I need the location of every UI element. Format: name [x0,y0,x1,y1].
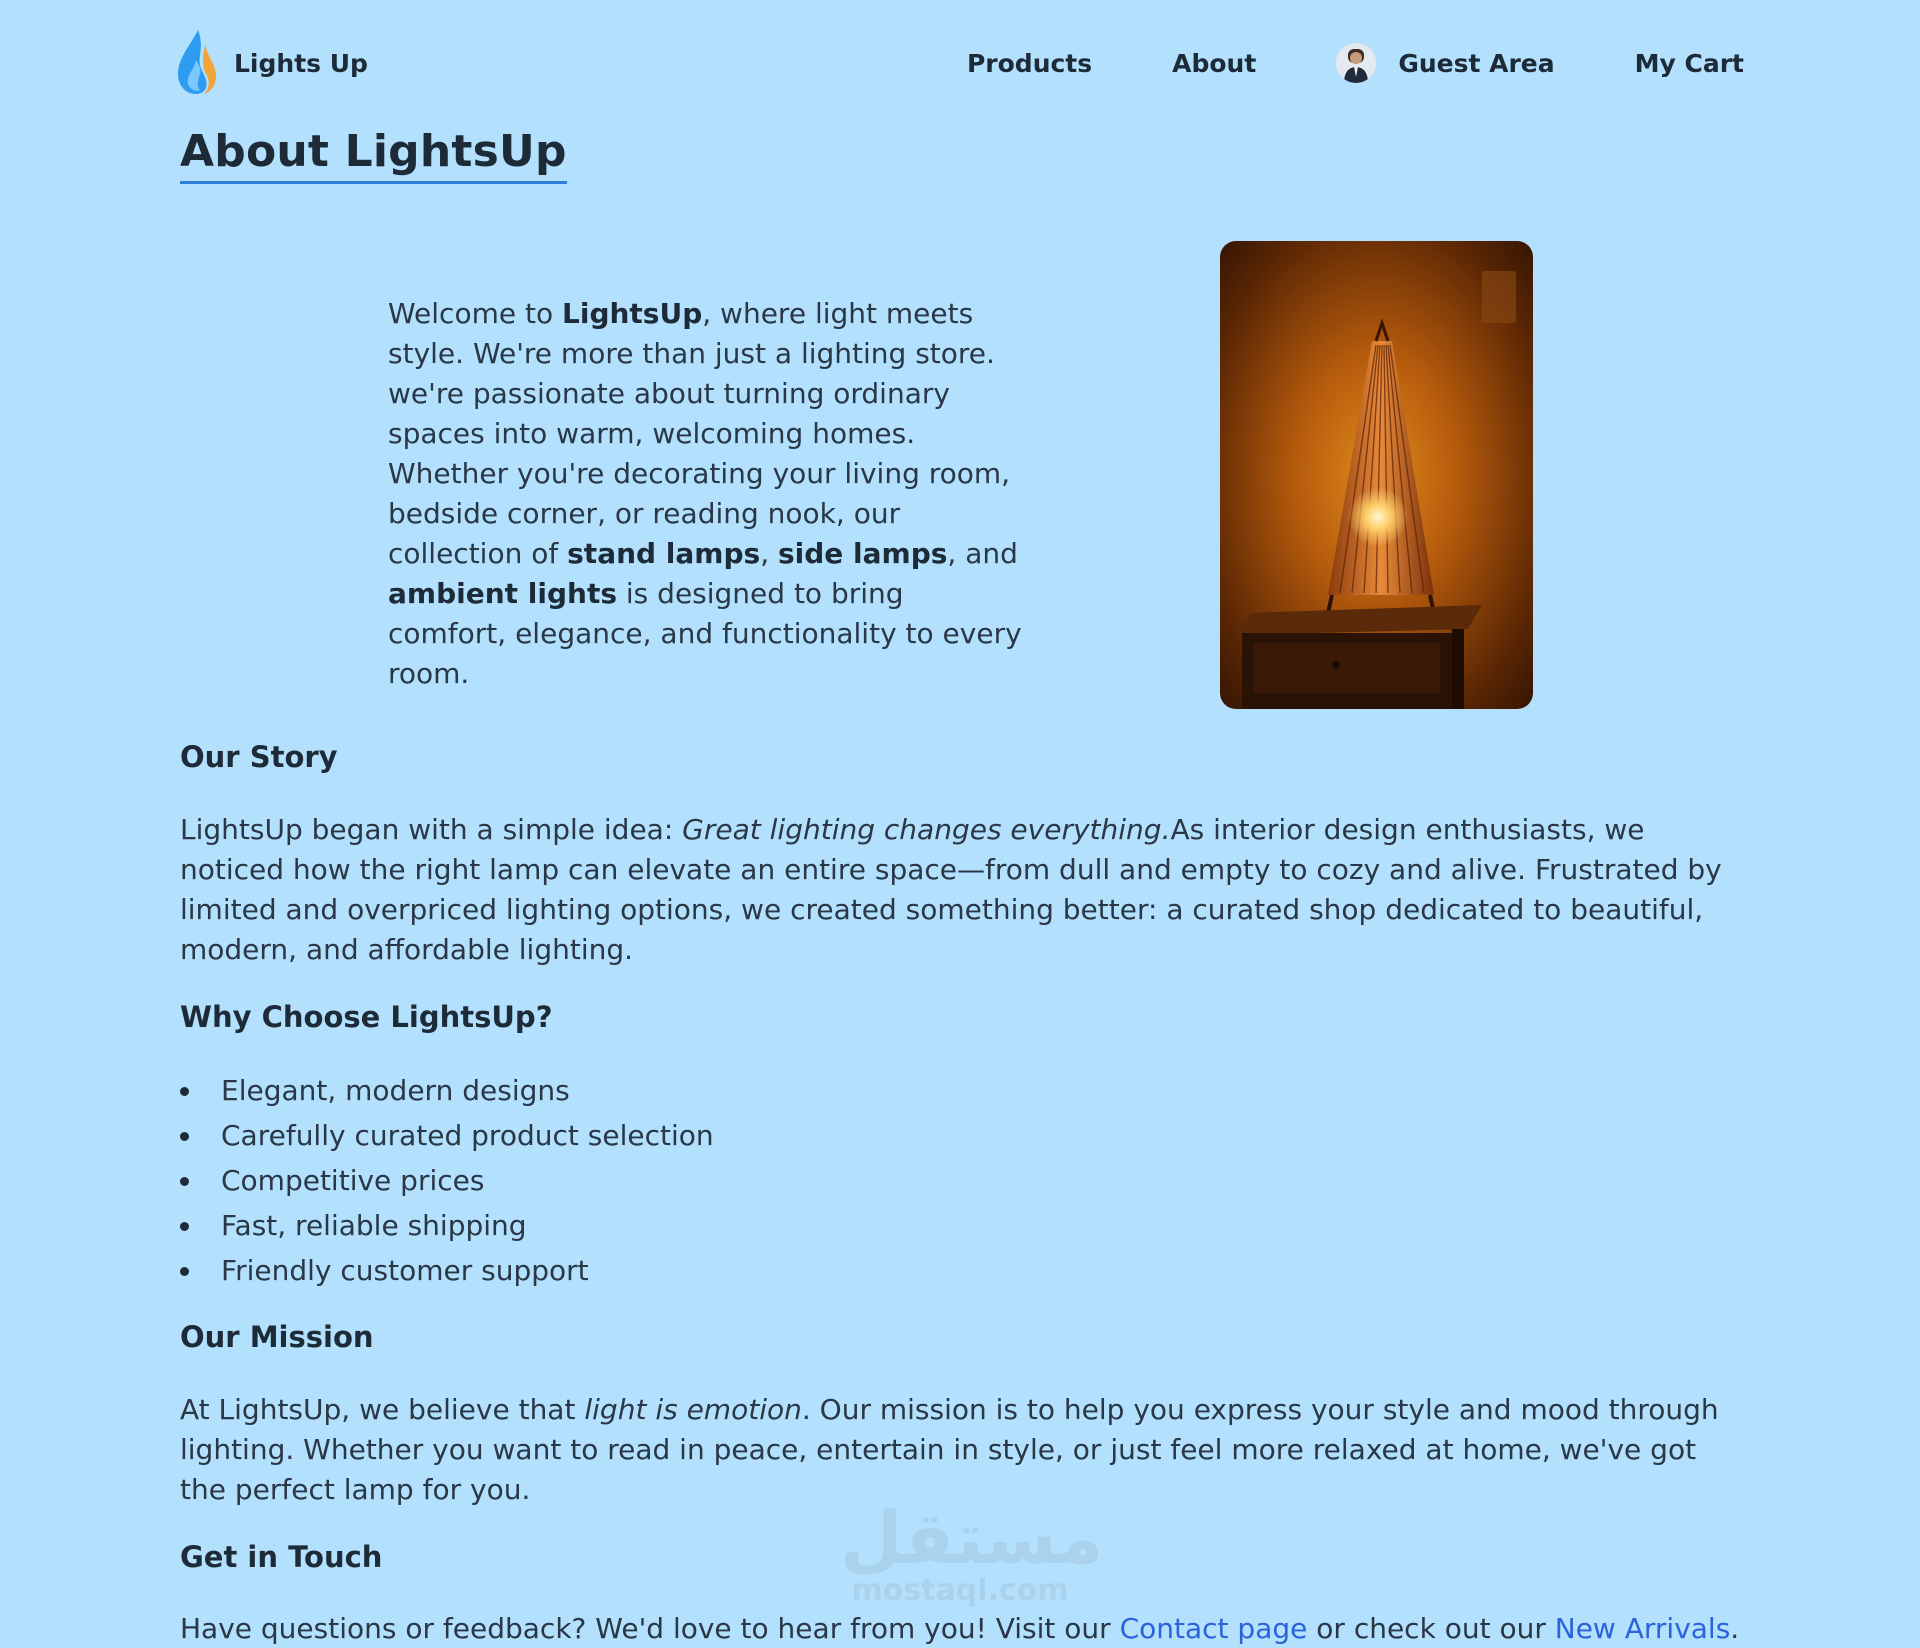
story-paragraph [180,810,1740,970]
mission-text-2: . Our mission is to help you express your style and mood through lighting. Whether you want to read in peace, entertain in style, or just feel more relaxed at home, we've got the perfect lamp for you. [180,1393,1719,1506]
new-arrivals-link[interactable]: New Arrivals [1554,1612,1731,1645]
story-text-1: LightsUp began with a simple idea: [180,813,683,846]
contact-text-1: Have questions or feedback? We'd love to hear from you! Visit our [180,1612,1120,1645]
flame-logo-icon [176,28,222,98]
list-item: Fast, reliable shipping [180,1203,714,1248]
guest-avatar-icon [1336,43,1376,83]
nav-menu [967,43,1744,83]
contact-text-2: or check out our [1307,1612,1555,1645]
nav-item-about[interactable]: About [1172,48,1257,78]
nav-item-cart[interactable]: My Cart [1634,48,1744,78]
why-list [180,1068,714,1293]
contact-text-3: . [1730,1612,1740,1645]
list-item: Competitive prices [180,1158,714,1203]
mission-text-1: At LightsUp, we believe that [180,1393,585,1426]
watermark-arabic: مستقل [840,1496,1104,1580]
mission-italic: light is emotion [584,1393,802,1426]
nav-item-products[interactable]: Products [966,48,1093,78]
intro-bold-side-lamps: side lamps [778,537,948,570]
story-italic: Great lighting changes everything. [682,813,1171,846]
intro-text-5: is designed to bring comfort, elegance, and functionality to every room. [388,577,1022,690]
page-title: About LightsUp [180,126,567,184]
watermark-latin: mostaql.com [851,1573,1069,1608]
top-navbar [176,24,1744,102]
contact-page-link[interactable]: Contact page [1119,1612,1308,1645]
why-title: Why Choose LightsUp? [180,1000,553,1034]
intro-bold-stand-lamps: stand lamps [567,537,761,570]
mission-paragraph [180,1390,1740,1510]
intro-text-2: , where light meets style. We're more than just a lighting store. we're passionate about turning ordinary spaces into warm, welcoming homes. Whether you're decorating your living room, bedside corner, or reading nook, our collection of [388,297,1011,570]
intro-text-4: , and [947,537,1018,570]
intro-bold-brand: LightsUp [562,297,703,330]
list-item: Elegant, modern designs [180,1068,714,1113]
watermark [840,1496,1104,1610]
lamp-photo [1220,241,1533,709]
intro-paragraph [388,294,1028,694]
contact-paragraph [180,1609,1740,1648]
contact-title: Get in Touch [180,1540,383,1574]
brand-home-link[interactable] [176,28,368,98]
intro-bold-ambient-lights: ambient lights [388,577,617,610]
brand-name: Lights Up [234,48,368,78]
intro-text-1: Welcome to [388,297,562,330]
nav-item-guest-label: Guest Area [1398,48,1555,78]
list-item: Carefully curated product selection [180,1113,714,1158]
mission-title: Our Mission [180,1320,374,1354]
list-item: Friendly customer support [180,1248,714,1293]
story-title: Our Story [180,740,338,774]
intro-text-3: , [760,537,778,570]
story-text-2: As interior design enthusiasts, we noticed how the right lamp can elevate an entire space—from dull and empty to cozy and alive. Frustrated by limited and overpriced lighting options, we created something better: a curated shop dedicated to beautiful, modern, and affordable lighting. [180,813,1722,966]
nav-item-guest-area[interactable] [1336,43,1554,83]
